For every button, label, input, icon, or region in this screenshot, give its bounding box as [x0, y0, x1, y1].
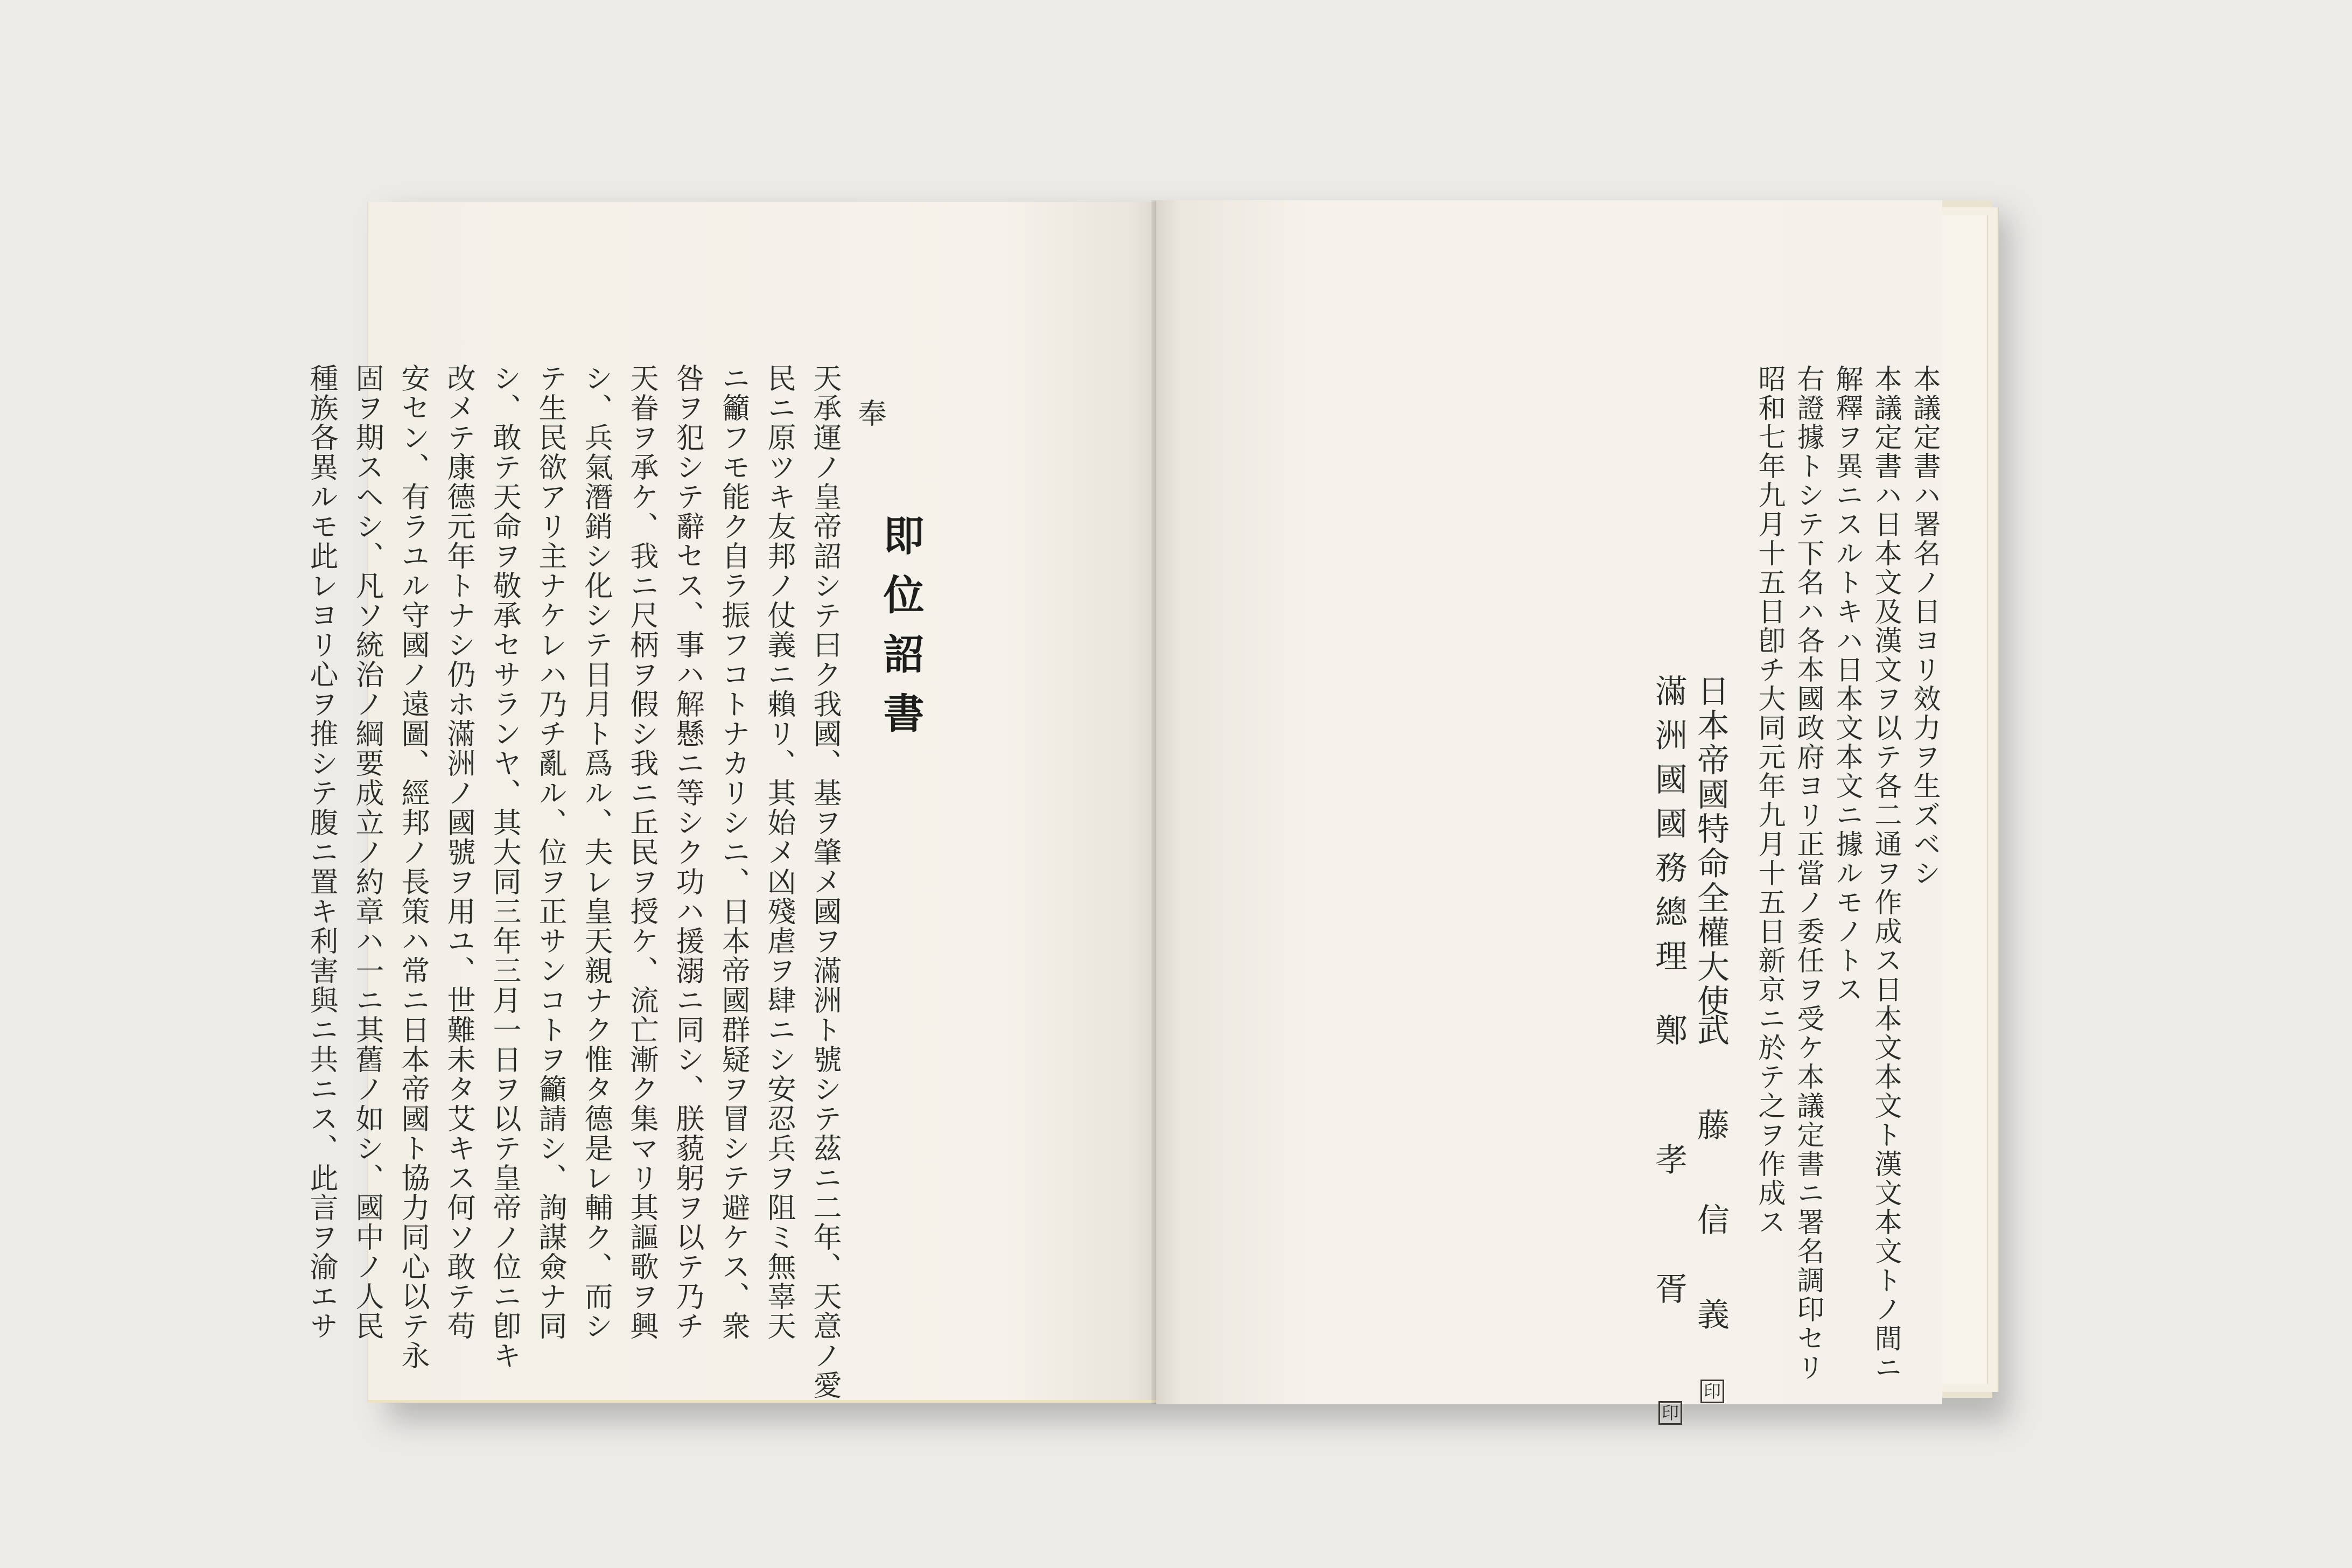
treaty-line: 本議定書ハ日本文及漢文ヲ以テ各二通ヲ作成ス日本文本文ト漢文本文トノ間ニ	[1870, 365, 1901, 1382]
edict-line: 固ヲ期スヘシ、凡ソ統治ノ綱要成立ノ約章ハ一ニ其舊ノ如シ、國中ノ人民	[351, 363, 384, 1341]
edict-line: ニ籲フモ能ク自ラ振フコトナカリシニ、日本帝國群疑ヲ冒シテ避ケス、衆	[717, 363, 750, 1341]
right-page	[1156, 200, 1942, 1423]
edict-line: 天眷ヲ承ケ、我ニ尺柄ヲ假シ我ニ丘民ヲ授ケ、流亡漸ク集マリ其謳歌ヲ興	[626, 363, 659, 1341]
edict-line: 咎ヲ犯シテ辭セス、事ハ解懸ニ等シク功ハ援溺ニ同シ、朕藐躬ヲ以テ乃チ	[671, 363, 704, 1341]
treaty-line: 右證據トシテ下名ハ各本國政府ヨリ正當ノ委任ヲ受ケ本議定書ニ署名調印セリ	[1792, 365, 1824, 1382]
left-page	[305, 202, 1156, 1403]
edict-line: 天承運ノ皇帝詔シテ曰ク我國、基ヲ肇メ國ヲ滿洲ト號シテ茲ニ二年、天意ノ愛	[809, 363, 842, 1400]
signatory-2-name: 鄭 孝 胥	[1650, 1013, 1688, 1315]
edict-line: 種族各異ルモ此レヨリ心ヲ推シテ腹ニ置キ利害與ニ共ニス、此言ヲ渝エサ	[305, 363, 338, 1341]
seal-icon: 印	[1700, 1380, 1724, 1403]
edict-line: シ、敢テ天命ヲ敬承セサランヤ、其大同三年三月一日ヲ以テ皇帝ノ位ニ卽キ	[488, 363, 521, 1370]
edict-line: 民ニ原ツキ友邦ノ仗義ニ賴リ、其始メ凶殘虐ヲ肆ニシ安忍兵ヲ阻ミ無辜天	[763, 363, 796, 1341]
edict-title: 即位詔書	[877, 514, 925, 751]
edict-heading: 奉	[853, 398, 886, 428]
edict-line: 改メテ康德元年トナシ仍ホ滿洲ノ國號ヲ用ユ、世難未タ艾キス何ソ敢テ苟	[443, 363, 475, 1341]
treaty-line: 解釋ヲ異ニスルトキハ日本文本文ニ據ルモノトス	[1831, 365, 1863, 1004]
signatory-1-name: 武 藤 信 義	[1692, 1013, 1730, 1345]
edict-line: シ、兵氣潛銷シ化シテ日月ト爲ル、夫レ皇天親ナク惟タ德是レ輔ク、而シ	[580, 363, 613, 1341]
signatory-2-title: 滿洲國國務總理	[1650, 674, 1688, 983]
seal-icon: 印	[1658, 1401, 1682, 1425]
treaty-line: 本議定書ハ署名ノ日ヨリ效力ヲ生ズベシ	[1908, 365, 1940, 888]
signatory-1-title: 日本帝國特命全權大使	[1692, 674, 1730, 1019]
treaty-line: 昭和七年九月十五日卽チ大同元年九月十五日新京ニ於テ之ヲ作成ス	[1753, 365, 1785, 1237]
edict-line: テ生民欲アリ主ナケレハ乃チ亂ル、位ヲ正サンコトヲ籲請シ、詢謀僉ナ同	[534, 363, 567, 1341]
edict-line: 安セン、有ラユル守國ノ遠圖、經邦ノ長策ハ常ニ日本帝國ト協力同心以テ永	[397, 363, 430, 1370]
